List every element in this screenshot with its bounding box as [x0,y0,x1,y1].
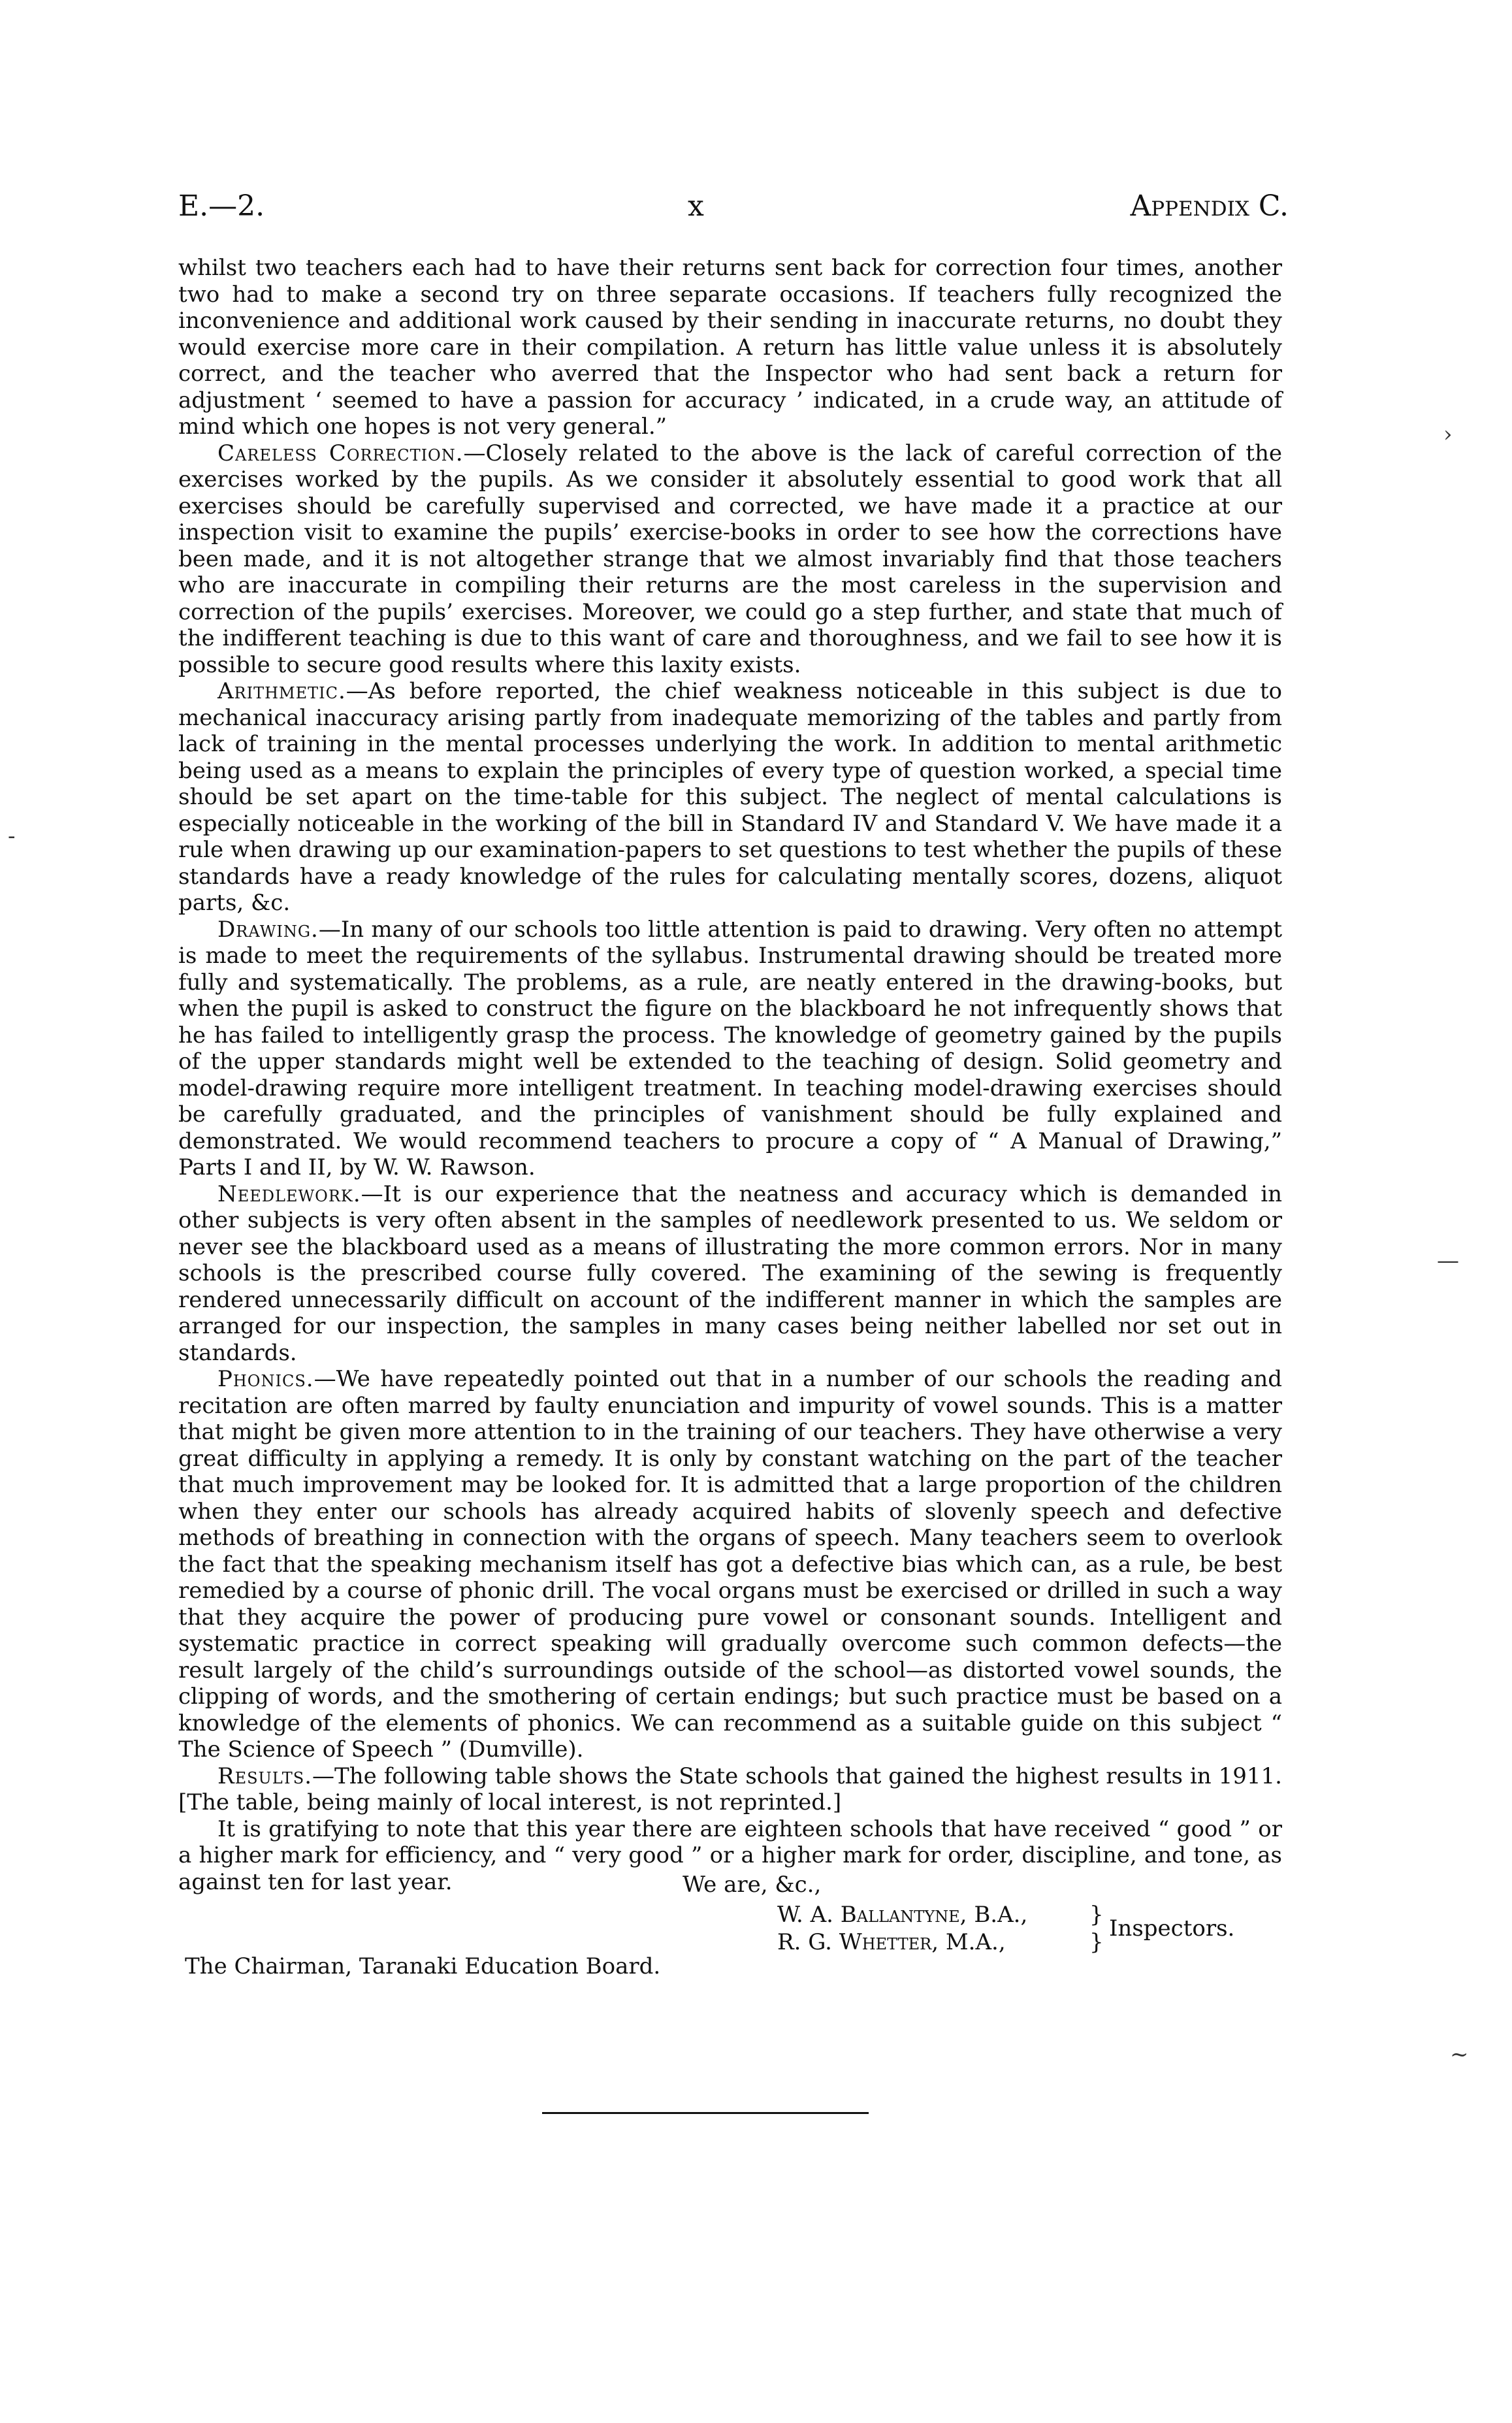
paragraph-results [178,1763,1282,1816]
paragraph-heading: Phonics. [217,1366,314,1392]
body-text [178,255,1282,1895]
signatory-degree: B.A., [974,1902,1028,1928]
margin-mark-icon: › [1443,421,1453,447]
header-appendix: Appendix C. [1130,189,1289,223]
paragraph-continuation [178,255,1282,440]
addressee: The Chairman, Taranaki Education Board. [185,1953,661,1979]
signatory-role: Inspectors. [1109,1915,1235,1942]
paragraph-phonics [178,1366,1282,1763]
signature-block [777,1901,1027,1956]
paragraph-text: —The following table shows the State schools that gained the highest results in 1911. [The table, being mainly of local interest, is not reprinted.] [178,1763,1282,1815]
closing-salutation: We are, &c., [683,1872,822,1898]
paragraph-heading: Needlework. [217,1180,361,1207]
paragraph-text: —In many of our schools too little attention is paid to drawing. Very often no attempt is made to meet the requirements of the syllabus. Instrumental drawing should be treated more fully and systematically. The problems, as a rule, are neatly entered in the drawing-books, but when the pupil is asked to construct the figure on the blackboard he not infrequently shows that he has failed to intelligently grasp the process. The knowledge of geometry gained by the pupils of the upper standards might well be extended to the teaching of design. Solid geometry and model-drawing require more intelligent treatment. In teaching model-drawing exercises should be carefully graduated, and the principles of vanishment should be fully explained and demonstrated. We would recommend teachers to procure a copy of “ A Manual of Drawing,” Parts I and II, by W. W. Rawson. [178,916,1282,1180]
margin-mark-icon: ~ [1450,2041,1469,2068]
paragraph-text: —It is our experience that the neatness and accuracy which is demanded in other subjects is very often absent in the samples of needlework presented to us. We seldom or never see the blackboard used as a means of illustrating the more common errors. Nor in many schools is the prescribed course fully covered. The examining of the sewing is frequently rendered unnecessarily difficult on account of the indifferent manner in which the samples are arranged for our inspection, the samples in many cases being neither labelled nor set out in standards. [178,1180,1282,1366]
signatory [777,1901,1027,1928]
paragraph-text: —We have repeatedly pointed out that in a number of our schools the reading and recitation are often marred by faulty enunciation and impurity of vowel sounds. This is a matter that might be given more attention to in the training of our teachers. They have otherwise a very great difficulty in applying a remedy. It is only by constant watching on the part of the teacher that much improvement may be looked for. It is admitted that a large proportion of the children when they enter our schools has already acquired habits of slovenly speech and defective methods of breathing in connection with the organs of speech. Many teachers seem to overlook the fact that the speaking mechanism itself has got a defective bias which can, as a rule, be best remedied by a course of phonic drill. The vocal organs must be exercised or drilled in such a way that they acquire the power of producing pure vowel or consonant sounds. Intelligent and systematic practice in correct speaking will gradually overcome such common defects—the result largely of the child’s surroundings outside of the school—as distorted vowel sounds, the clipping of words, and the smothering of certain endings; but such practice must be based on a knowledge of the elements of phonics. We can recommend as a suitable guide on this subject “ The Science of Speech ” (Dumville). [178,1366,1282,1763]
closing-rule [542,2112,869,2114]
signature-brace: } } [1089,1902,1104,1955]
paragraph-drawing [178,917,1282,1181]
paragraph-heading: Drawing. [217,916,319,943]
signatory-name: R. G. Whetter, [777,1929,939,1955]
paragraph-arithmetic [178,678,1282,917]
margin-mark-icon: — [1437,1248,1459,1274]
paragraph-text: —As before reported, the chief weakness noticeable in this subject is due to mechanical inaccuracy arising partly from inadequate memorizing of the tables and partly from lack of training in the mental processes underlying the work. In addition to mental arithmetic being used as a means to explain the principles of every type of question worked, a special time should be set apart on the time-table for this subject. The neglect of mental calculations is especially noticeable in the working of the bill in Standard IV and Standard V. We have made it a rule when drawing up our examination-papers to set questions to test whether the pupils of these standards have a ready knowledge of the rules for calculating mentally scores, dozens, aliquot parts, &c. [178,678,1282,916]
paragraph-heading: Results. [217,1763,313,1789]
paragraph-heading: Arithmetic. [217,678,346,704]
signatory-degree: M.A., [945,1929,1006,1955]
paragraph-needlework [178,1181,1282,1367]
paragraph-text: —Closely related to the above is the lack of careful correction of the exercises worked by the pupils. As we consider it absolutely essential to good work that all exercises should be carefully supervised and corrected, we have made it a practice at our inspection visit to examine the pupils’ exercise-books in order to see how the corrections have been made, and it is not altogether strange that we almost invariably find that those teachers who are inaccurate in compiling their returns are the most careless in the supervision and correction of the pupils’ exercises. Moreover, we could go a step further, and state that much of the indifferent teaching is due to this want of care and thoroughness, and we fail to see how it is possible to secure good results where this laxity exists. [178,440,1282,678]
signatory-name: W. A. Ballantyne, [777,1902,967,1928]
page-header [178,189,1289,235]
paragraph-text: whilst two teachers each had to have their returns sent back for correction four times, another two had to make a second try on three separate occasions. If teachers fully recognized the inconvenience and additional work caused by their sending in inaccurate returns, no doubt they would exercise more care in their compilation. A return has little value unless it is absolutely correct, and the teacher who averred that the Inspector who had sent back a return for adjustment ‘ seemed to have a passion for accuracy ’ indicated, in a crude way, an attitude of mind which one hopes is not very general.” [178,255,1282,440]
paragraph-careless-correction [178,440,1282,679]
paragraph-text: It is gratifying to note that this year there are eighteen schools that have received “ good ” or a higher mark for efficiency, and “ very good ” or a higher mark for order, discipline, and tone, as against ten for last year. [178,1815,1282,1895]
header-series: E.—2. [178,189,265,223]
header-page-number: x [688,189,704,223]
margin-mark-icon: - [8,823,16,849]
signatory [777,1928,1027,1956]
paragraph-heading: Careless Correction. [217,440,464,466]
